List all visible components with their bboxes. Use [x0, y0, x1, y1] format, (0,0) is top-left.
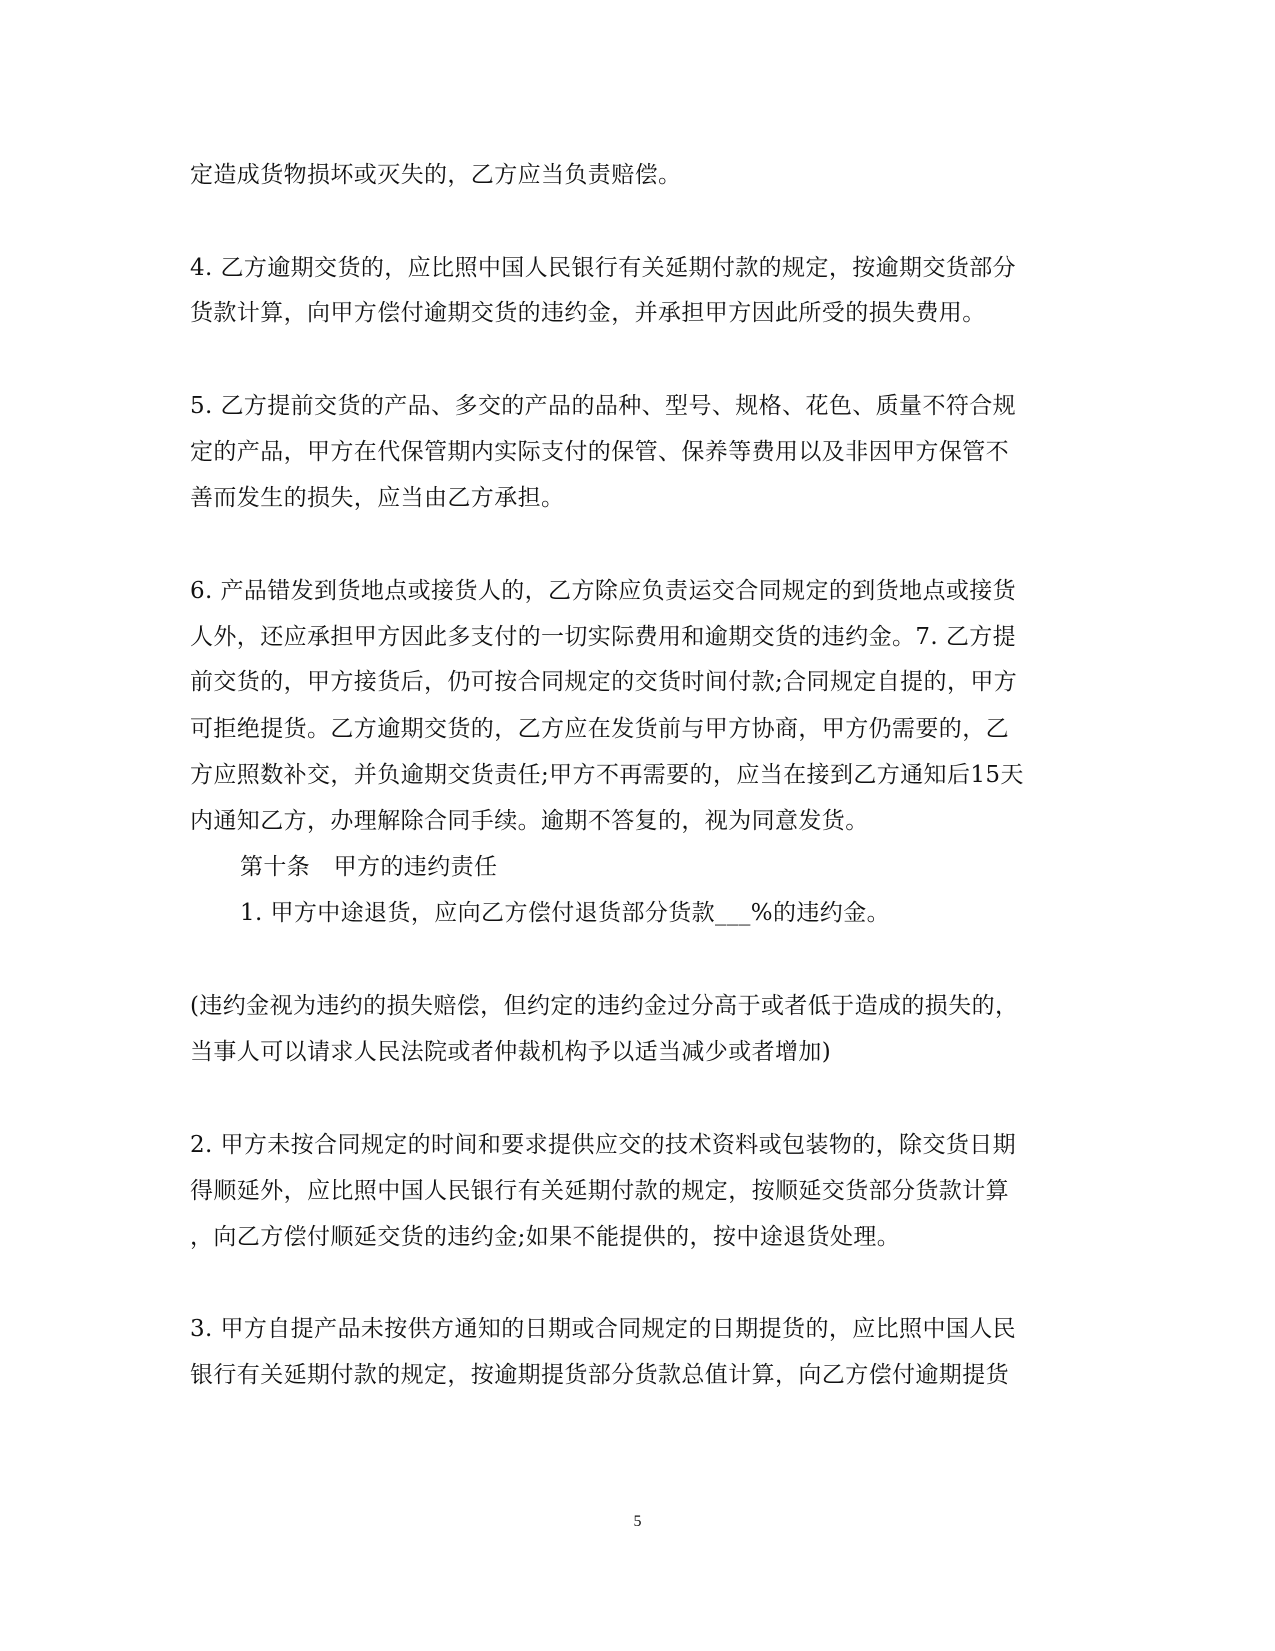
text-line: 3. 甲方自提产品未按供方通知的日期或合同规定的日期提货的，应比照中国人民 — [190, 1316, 1017, 1342]
text-line: 4. 乙方逾期交货的，应比照中国人民银行有关延期付款的规定，按逾期交货部分 — [190, 255, 1017, 281]
page-number: 5 — [633, 1513, 642, 1530]
text-line: 6. 产品错发到货地点或接货人的，乙方除应负责运交合同规定的到货地点或接货 — [190, 578, 1017, 604]
text-line: 人外，还应承担甲方因此多支付的一切实际费用和逾期交货的违约金。7. 乙方提 — [190, 624, 1017, 650]
text-line: 1. 甲方中途退货，应向乙方偿付退货部分货款___%的违约金。 — [240, 900, 891, 926]
text-line: 当事人可以请求人民法院或者仲裁机构予以适当减少或者增加) — [190, 1039, 832, 1065]
text-line: 方应照数补交，并负逾期交货责任;甲方不再需要的，应当在接到乙方通知后15天 — [190, 762, 1024, 788]
section-heading: 第十条 甲方的违约责任 — [240, 854, 498, 880]
text-line: ，向乙方偿付顺延交货的违约金;如果不能提供的，按中途退货处理。 — [190, 1224, 901, 1250]
text-line: 定的产品，甲方在代保管期内实际支付的保管、保养等费用以及非因甲方保管不 — [190, 439, 1009, 465]
text-line: 前交货的，甲方接货后，仍可按合同规定的交货时间付款;合同规定自提的，甲方 — [190, 669, 1018, 695]
text-line: (违约金视为违约的损失赔偿，但约定的违约金过分高于或者低于造成的损失的， — [190, 993, 1019, 1019]
text-line: 可拒绝提货。乙方逾期交货的，乙方应在发货前与甲方协商，甲方仍需要的，乙 — [190, 716, 1009, 742]
text-line: 5. 乙方提前交货的产品、多交的产品的品种、型号、规格、花色、质量不符合规 — [190, 393, 1017, 419]
text-line: 定造成货物损坏或灭失的，乙方应当负责赔偿。 — [190, 162, 682, 188]
text-line: 内通知乙方，办理解除合同手续。逾期不答复的，视为同意发货。 — [190, 808, 869, 834]
text-line: 善而发生的损失，应当由乙方承担。 — [190, 485, 565, 511]
text-line: 2. 甲方未按合同规定的时间和要求提供应交的技术资料或包装物的，除交货日期 — [190, 1132, 1017, 1158]
text-line: 银行有关延期付款的规定，按逾期提货部分货款总值计算，向乙方偿付逾期提货 — [190, 1362, 1009, 1388]
text-line: 得顺延外，应比照中国人民银行有关延期付款的规定，按顺延交货部分货款计算 — [190, 1178, 1009, 1204]
text-line: 货款计算，向甲方偿付逾期交货的违约金，并承担甲方因此所受的损失费用。 — [190, 300, 986, 326]
